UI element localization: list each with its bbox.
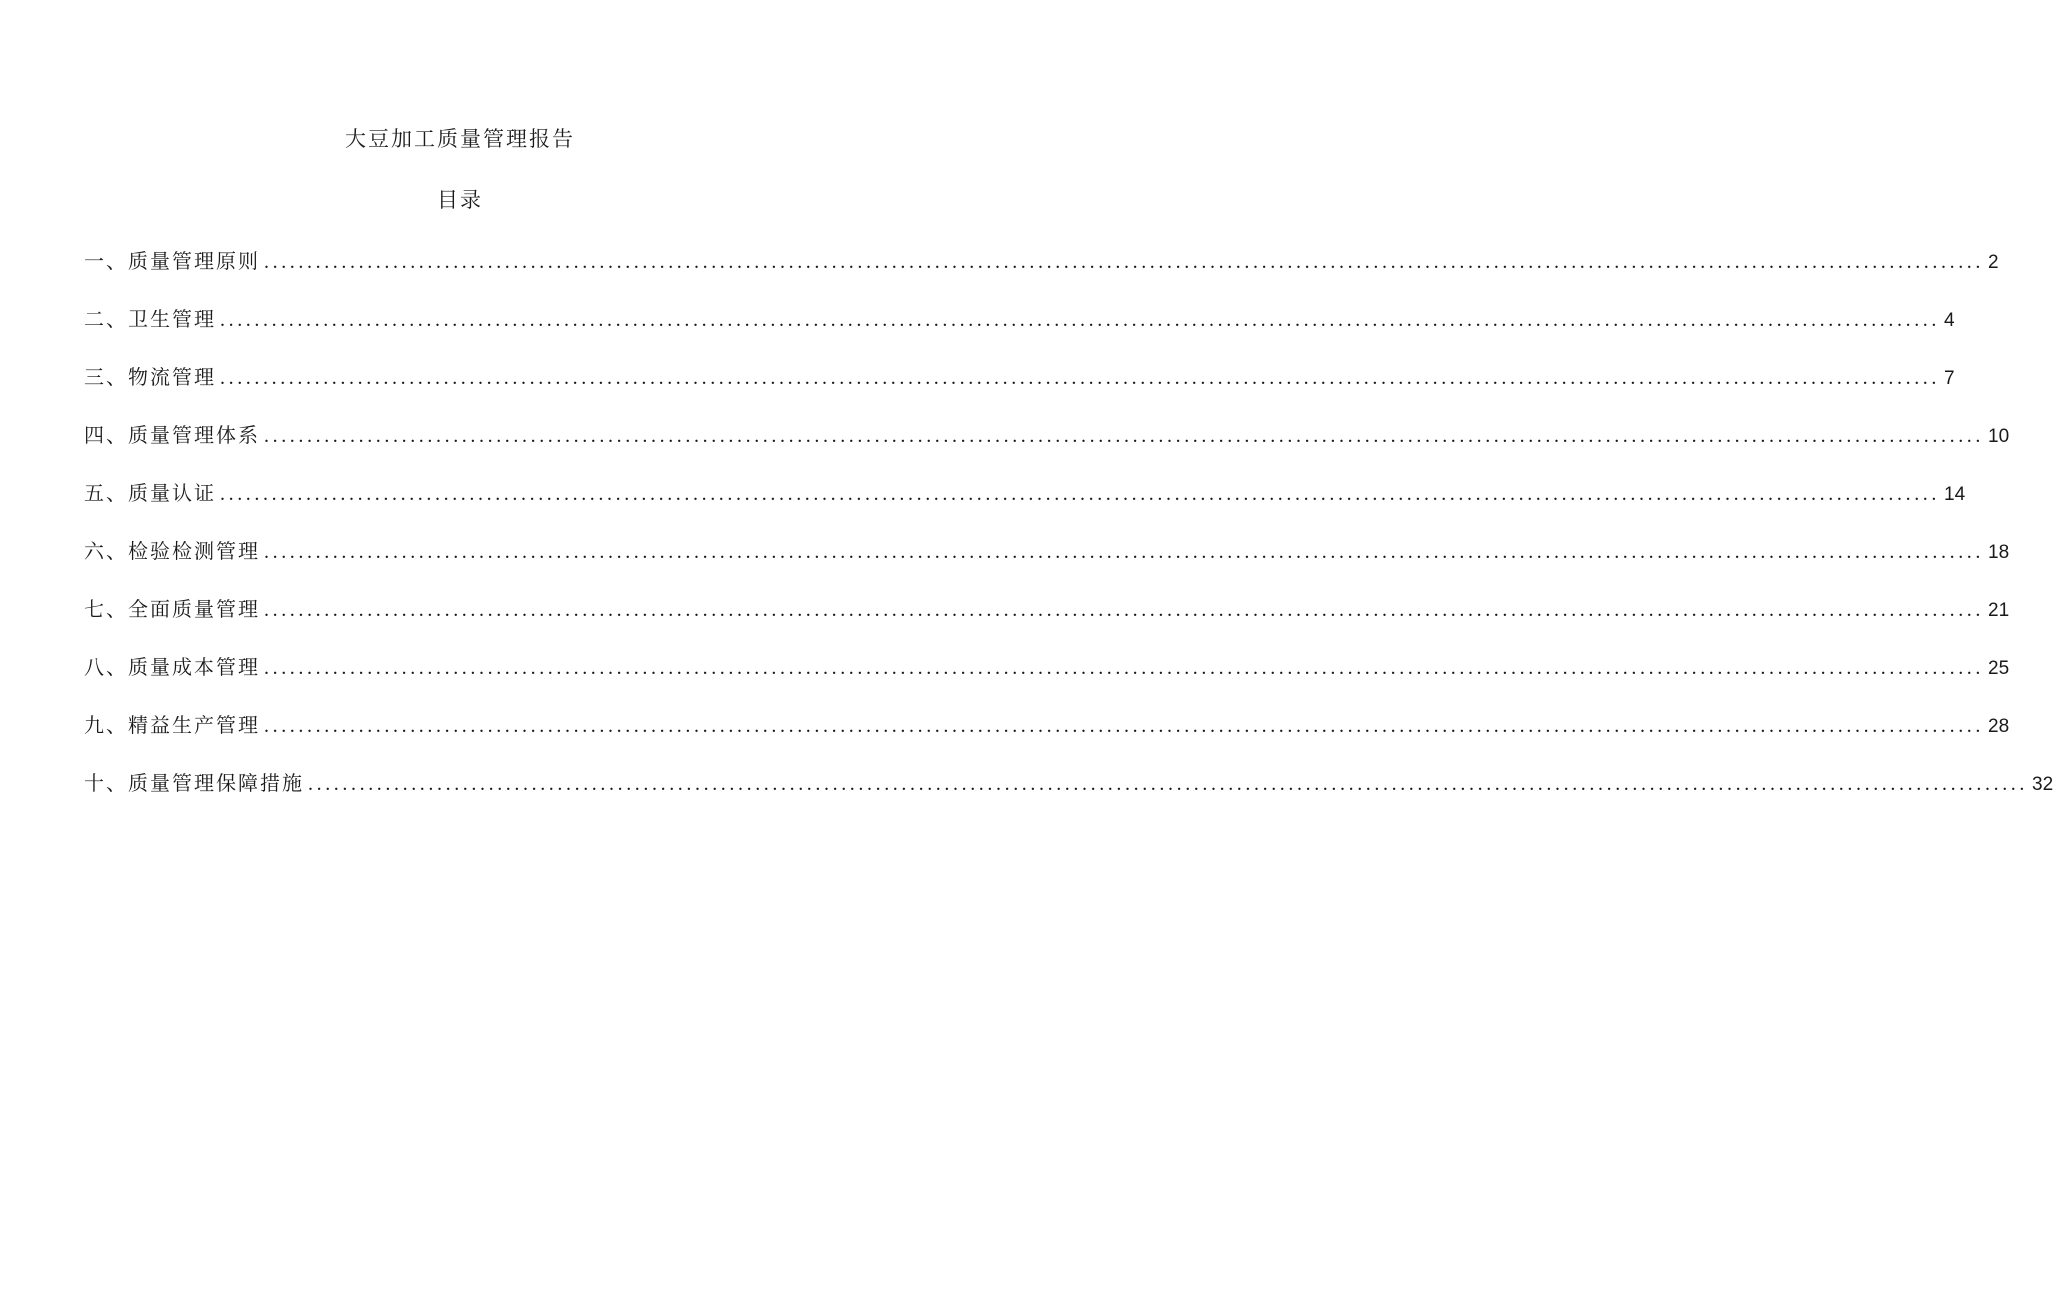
- toc-dot-leader: ........................................................................................................................................................................................................: [220, 483, 1940, 505]
- toc-dot-leader: ........................................................................................................................................................................................................: [220, 367, 1940, 389]
- toc-dot-leader: ........................................................................................................................................................................................................: [264, 657, 1984, 679]
- toc-page-number: 32: [2032, 774, 2053, 795]
- toc-dot-leader: ........................................................................................................................................................................................................: [264, 251, 1984, 273]
- toc-entry[interactable]: [84, 710, 2010, 768]
- toc-entry-label: 五、质量认证: [84, 481, 216, 505]
- toc-dot-leader: ........................................................................................................................................................................................................: [264, 715, 1984, 737]
- toc-entry-label: 六、检验检测管理: [84, 539, 260, 563]
- toc-page-number: 4: [1944, 310, 1955, 331]
- toc-entry-label: 七、全面质量管理: [84, 597, 260, 621]
- toc-dot-leader: ........................................................................................................................................................................................................: [264, 599, 1984, 621]
- toc-entry[interactable]: [84, 304, 1955, 362]
- toc-entry-label: 二、卫生管理: [84, 307, 216, 331]
- toc-page-number: 18: [1988, 542, 2010, 563]
- toc-dot-leader: ........................................................................................................................................................................................................: [308, 773, 2028, 795]
- toc-heading: 目录: [437, 188, 483, 212]
- toc-entry-label: 八、质量成本管理: [84, 655, 260, 679]
- toc-page-number: 10: [1988, 426, 2010, 447]
- toc-page-number: 21: [1988, 600, 2010, 621]
- toc-dot-leader: ........................................................................................................................................................................................................: [220, 309, 1940, 331]
- toc-entry[interactable]: [84, 478, 1966, 536]
- toc-entry[interactable]: [84, 362, 1955, 420]
- toc-dot-leader: ........................................................................................................................................................................................................: [264, 541, 1984, 563]
- toc-entry-label: 三、物流管理: [84, 365, 216, 389]
- toc-entry[interactable]: [84, 420, 2010, 478]
- toc-entry-label: 四、质量管理体系: [84, 423, 260, 447]
- toc-entry[interactable]: [84, 768, 2053, 826]
- toc-page-number: 2: [1988, 252, 1999, 273]
- toc-page-number: 7: [1944, 368, 1955, 389]
- toc-entry[interactable]: [84, 594, 2010, 652]
- toc-entry-label: 十、质量管理保障措施: [84, 771, 304, 795]
- toc-entry[interactable]: [84, 246, 1999, 304]
- toc-page-number: 28: [1988, 716, 2010, 737]
- document-title: 大豆加工质量管理报告: [345, 127, 575, 151]
- toc-page-number: 14: [1944, 484, 1966, 505]
- table-of-contents: [84, 246, 2053, 826]
- toc-entry[interactable]: [84, 652, 2010, 710]
- toc-entry-label: 九、精益生产管理: [84, 713, 260, 737]
- toc-entry-label: 一、质量管理原则: [84, 249, 260, 273]
- toc-page-number: 25: [1988, 658, 2010, 679]
- toc-entry[interactable]: [84, 536, 2010, 594]
- toc-dot-leader: ........................................................................................................................................................................................................: [264, 425, 1984, 447]
